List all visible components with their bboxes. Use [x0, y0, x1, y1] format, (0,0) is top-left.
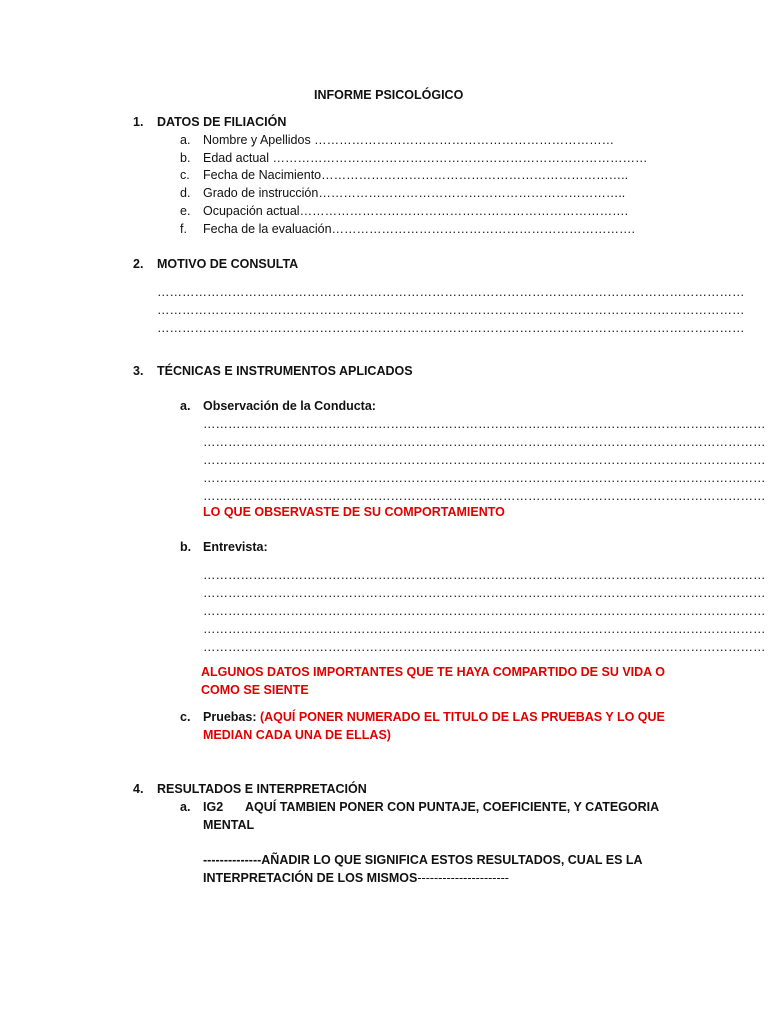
observacion-note: LO QUE OBSERVASTE DE SU COMPORTAMIENTO — [203, 505, 505, 519]
entrevista-dotted-line: ……………………………………………………………………………………………………………………… — [203, 622, 766, 636]
resultado-line-1: AQUÍ TAMBIEN PONER CON PUNTAJE, COEFICIENTE, Y CATEGORIA — [245, 800, 660, 814]
interpretacion-dashes: ---------------------- — [417, 871, 509, 885]
section-4-heading: RESULTADOS E INTERPRETACIÓN — [157, 782, 367, 796]
filiacion-item-letter: c. — [180, 168, 190, 182]
observacion-dotted-line: ……………………………………………………………………………………………………………………… — [203, 489, 766, 503]
filiacion-item-instruccion: Grado de instrucción……………………………………………………………….. — [203, 186, 626, 200]
observacion-label: Observación de la Conducta: — [203, 399, 376, 413]
interpretacion-bold-text: INTERPRETACIÓN DE LOS MISMOS — [203, 871, 418, 885]
section-2-number: 2. — [133, 257, 144, 271]
filiacion-item-nacimiento: Fecha de Nacimiento……………………………………………………………….. — [203, 168, 629, 182]
interpretacion-line-1: --------------AÑADIR LO QUE SIGNIFICA ESTOS RESULTADOS, CUAL ES LA — [203, 853, 643, 867]
motivo-dotted-line: …………………………………………………………………………………………………………………………… — [157, 285, 745, 299]
pruebas-line-2 — [203, 727, 391, 743]
document-title: INFORME PSICOLÓGICO — [314, 88, 464, 102]
pruebas-note-line-2: MEDIAN CADA UNA DE ELLAS — [203, 728, 387, 742]
filiacion-item-ocupacion: Ocupación actual……………………………………………………………………. — [203, 204, 629, 218]
interpretacion-line-2 — [203, 870, 509, 886]
motivo-dotted-line: …………………………………………………………………………………………………………………………… — [157, 321, 745, 335]
pruebas-line-1 — [203, 709, 665, 725]
observacion-dotted-line: ……………………………………………………………………………………………………………………… — [203, 453, 766, 467]
motivo-dotted-line: …………………………………………………………………………………………………………………………… — [157, 303, 745, 317]
entrevista-dotted-line: ……………………………………………………………………………………………………………………… — [203, 586, 766, 600]
pruebas-label: Pruebas: — [203, 710, 260, 724]
section-1-heading: DATOS DE FILIACIÓN — [157, 115, 287, 129]
tecnica-c-letter: c. — [180, 710, 191, 724]
filiacion-item-edad: Edad actual ……………………………………………………………………………… — [203, 151, 648, 165]
tecnica-b-letter: b. — [180, 540, 192, 554]
pruebas-paren-open: ( — [259, 710, 265, 724]
filiacion-item-nombre: Nombre y Apellidos ……………………………………………………………… — [203, 133, 615, 147]
entrevista-dotted-line: ……………………………………………………………………………………………………………………… — [203, 604, 766, 618]
filiacion-item-letter: f. — [180, 222, 187, 236]
filiacion-item-letter: e. — [180, 204, 191, 218]
section-2-heading: MOTIVO DE CONSULTA — [157, 257, 299, 271]
section-1-number: 1. — [133, 115, 144, 129]
section-3-number: 3. — [133, 364, 144, 378]
tecnica-a-letter: a. — [180, 399, 191, 413]
entrevista-label: Entrevista: — [203, 540, 268, 554]
filiacion-item-letter: b. — [180, 151, 191, 165]
entrevista-dotted-line: ……………………………………………………………………………………………………………………… — [203, 568, 766, 582]
filiacion-item-letter: d. — [180, 186, 191, 200]
resultado-line-2: MENTAL — [203, 818, 255, 832]
resultado-a-letter: a. — [180, 800, 191, 814]
section-4-number: 4. — [133, 782, 144, 796]
entrevista-note-line-2: COMO SE SIENTE — [201, 683, 309, 697]
observacion-dotted-line: ……………………………………………………………………………………………………………………… — [203, 435, 766, 449]
section-3-heading: TÉCNICAS E INSTRUMENTOS APLICADOS — [157, 364, 413, 378]
pruebas-paren-close: ) — [386, 728, 391, 742]
entrevista-dotted-line: ……………………………………………………………………………………………………………………… — [203, 640, 766, 654]
entrevista-note-line-1: ALGUNOS DATOS IMPORTANTES QUE TE HAYA COMPARTIDO DE SU VIDA O — [201, 665, 665, 679]
observacion-dotted-line: ……………………………………………………………………………………………………………………… — [203, 471, 766, 485]
pruebas-note-line-1: AQUÍ PONER NUMERADO EL TITULO DE LAS PRUEBAS Y LO QUE — [264, 710, 665, 724]
observacion-dotted-line: ……………………………………………………………………………………………………………………… — [203, 417, 766, 431]
filiacion-item-letter: a. — [180, 133, 191, 147]
resultado-code: IG2 — [203, 800, 224, 814]
filiacion-item-evaluacion: Fecha de la evaluación………………………………………………………………. — [203, 222, 636, 236]
